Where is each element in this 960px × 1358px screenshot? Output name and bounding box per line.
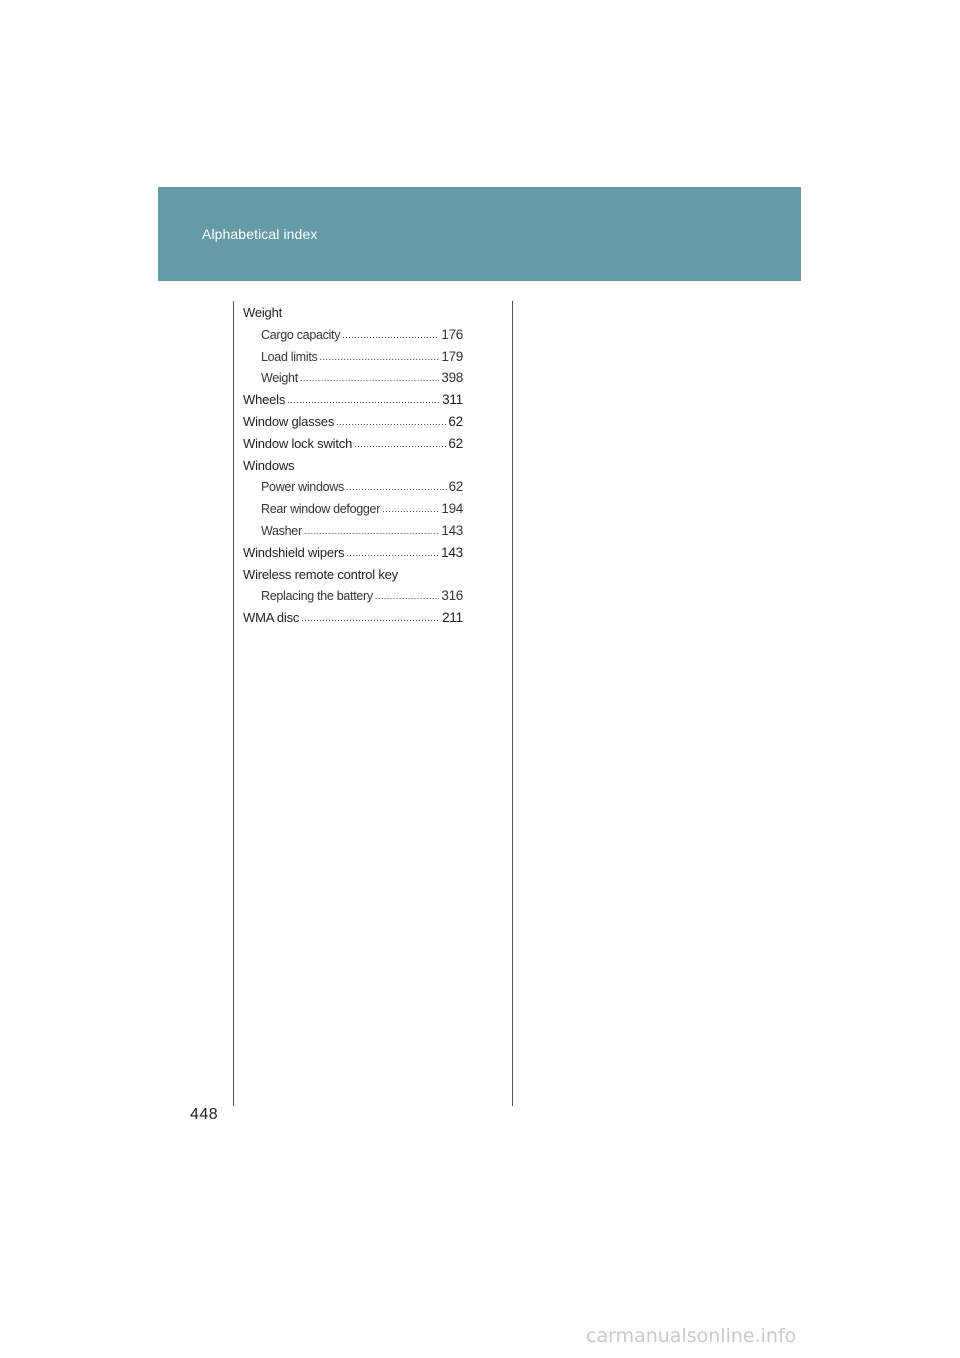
entry-page-ref: 211 xyxy=(442,610,463,626)
left-column-rule xyxy=(233,301,234,1106)
dot-leader xyxy=(346,477,447,499)
dot-leader xyxy=(342,325,439,347)
dot-leader xyxy=(346,543,439,565)
index-entry xyxy=(243,542,463,564)
section-title: Alphabetical index xyxy=(202,226,318,242)
index-subentry xyxy=(243,520,463,542)
entry-label: Window glasses xyxy=(243,413,335,429)
page-number: 448 xyxy=(190,1106,219,1123)
entry-label: Window lock switch xyxy=(243,435,353,451)
index-subentry xyxy=(243,367,463,389)
index-entry xyxy=(243,389,463,411)
entry-label: Power windows xyxy=(261,480,344,495)
entry-page-ref: 398 xyxy=(441,370,463,386)
entry-label: Rear window defogger xyxy=(261,502,381,517)
index-subentry xyxy=(243,346,463,368)
entry-label: Weight xyxy=(261,371,298,386)
entry-page-ref: 143 xyxy=(441,544,463,560)
entry-page-ref: 143 xyxy=(441,522,463,538)
index-subentry xyxy=(243,585,463,607)
entry-page-ref: 62 xyxy=(448,479,463,495)
dot-leader xyxy=(301,608,440,630)
index-subentry xyxy=(243,324,463,346)
index-entry xyxy=(243,455,463,477)
entry-label: Wheels xyxy=(243,392,286,408)
entry-page-ref: 311 xyxy=(442,392,463,408)
entry-page-ref: 176 xyxy=(441,326,463,342)
dot-leader xyxy=(375,586,440,608)
index-subentry xyxy=(243,498,463,520)
dot-leader xyxy=(382,499,439,521)
dot-leader xyxy=(287,390,440,412)
index-entry xyxy=(243,607,463,629)
index-entry xyxy=(243,433,463,455)
watermark: carmanualsonline.info xyxy=(586,1325,797,1347)
entry-label: Windows xyxy=(243,457,295,473)
entry-label: Load limits xyxy=(261,349,318,364)
dot-leader xyxy=(336,412,446,434)
index-entry xyxy=(243,411,463,433)
index-subentry xyxy=(243,476,463,498)
dot-leader xyxy=(304,521,440,543)
right-column-rule xyxy=(512,301,513,1106)
entry-label: Washer xyxy=(261,523,302,538)
entry-page-ref: 316 xyxy=(441,588,463,604)
index-entry xyxy=(243,302,463,324)
dot-leader xyxy=(319,347,439,369)
entry-label: Weight xyxy=(243,305,283,320)
entry-label: Wireless remote control key xyxy=(243,566,398,582)
entry-page-ref: 194 xyxy=(441,501,463,517)
section-header-band xyxy=(158,187,801,281)
index-entry xyxy=(243,564,463,586)
entry-page-ref: 62 xyxy=(448,413,463,429)
entry-label: WMA disc xyxy=(243,610,300,626)
dot-leader xyxy=(354,434,446,456)
entry-label: Windshield wipers xyxy=(243,544,345,560)
entry-label: Cargo capacity xyxy=(261,327,341,342)
entry-label: Replacing the battery xyxy=(261,589,373,604)
dot-leader xyxy=(300,368,439,390)
entry-page-ref: 62 xyxy=(448,435,463,451)
index-list xyxy=(243,302,463,629)
entry-page-ref: 179 xyxy=(441,348,463,364)
